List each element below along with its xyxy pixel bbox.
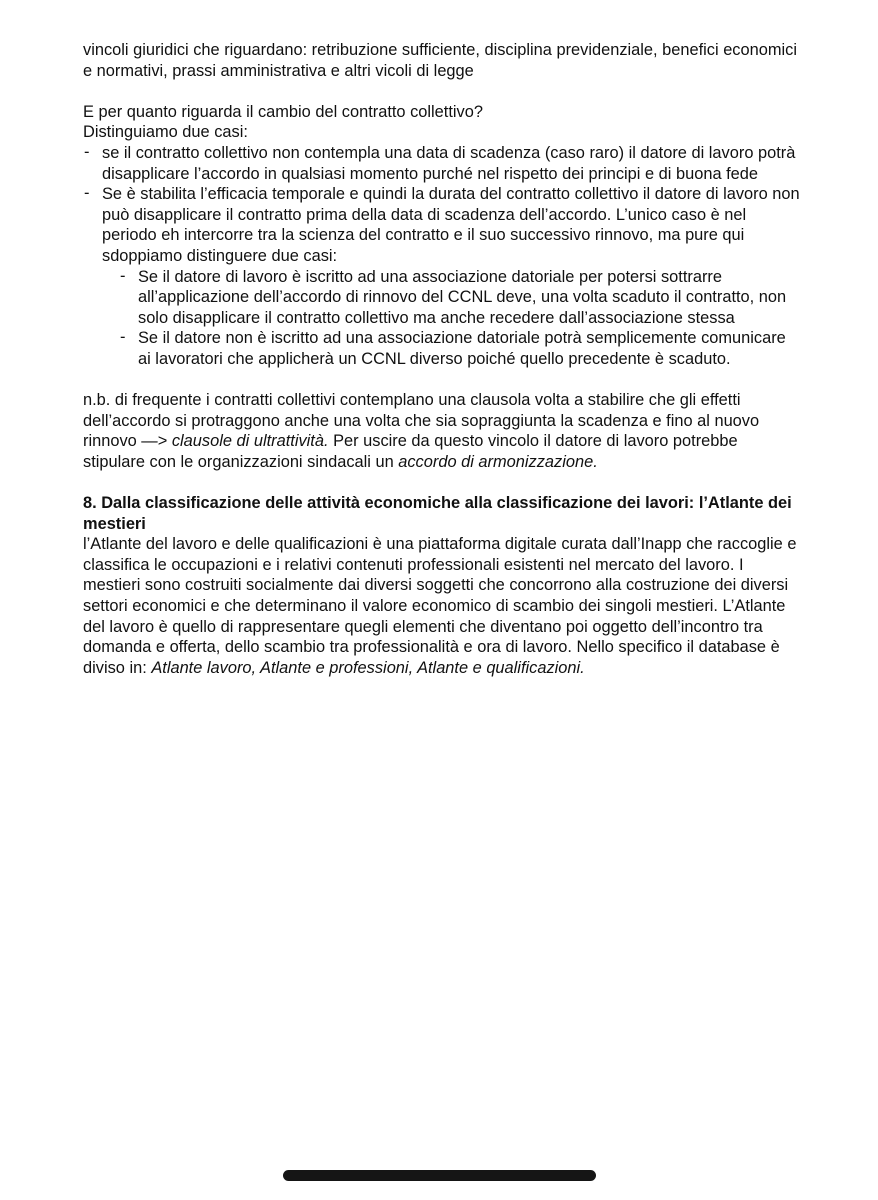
case-1-text: se il contratto collettivo non contempla una data di scadenza (caso raro) il datore di lavoro potrà disapplicare l’accordo in qualsiasi momento purché nel rispetto dei principi e di buona fede bbox=[102, 143, 796, 183]
case-2-text: Se è stabilita l’efficacia temporale e quindi la durata del contratto collettivo il datore di lavoro non può disapplicare il contratto prima della data di scadenza dell’accordo. L’unico caso è nel periodo eh intercorre tra la scienza del contratto e il suo successivo rinnovo, ma pure qui sdoppiamo distinguere due casi: bbox=[102, 185, 800, 265]
section-8-italic-list: Atlante lavoro, Atlante e professioni, Atlante e qualificazioni. bbox=[151, 658, 585, 677]
intro-paragraph: vincoli giuridici che riguardano: retribuzione sufficiente, disciplina previdenziale, benefici economici e normativi, prassi amministrativa e altri vicoli di legge bbox=[83, 41, 797, 80]
subcase-2-text: Se il datore non è iscritto ad una associazione datoriale potrà semplicemente comunicare ai lavoratori che applicherà un CCNL diverso poiché quello precedente è scaduto. bbox=[138, 329, 786, 368]
list-item-subcase-1 bbox=[119, 267, 803, 329]
note-italic-armonizzazione: accordo di armonizzazione. bbox=[398, 452, 598, 471]
document-page bbox=[83, 40, 803, 678]
section-8-heading: 8. Dalla classificazione delle attività economiche alla classificazione dei lavori: l’Atlante dei mestieri bbox=[83, 494, 792, 533]
cambio-lead: Distinguiamo due casi: bbox=[83, 123, 248, 142]
spacer bbox=[83, 81, 803, 102]
spacer bbox=[83, 370, 803, 391]
section-8-body bbox=[83, 534, 803, 678]
note-paragraph bbox=[83, 390, 803, 472]
cases-list bbox=[83, 143, 803, 370]
section-8-text: l’Atlante del lavoro e delle qualificazioni è una piattaforma digitale curata dall’Inapp che raccoglie e classifica le occupazioni e i relativi contenuti professionali esistenti nel mercato del lavoro. I mestieri sono costruiti socialmente dai diversi soggetti che concorrono alla costruzione dei diversi settori economici e che determinano il valore economico di scambio dei singoli mestieri. L’Atlante del lavoro è quello di rappresentare quegli elementi che diventano poi oggetto dell’incontro tra domanda e offerta, dello scambio tra professionalità e ora di lavoro. Nello specifico il database è diviso in: bbox=[83, 535, 797, 677]
subcases-list bbox=[119, 267, 803, 370]
list-item-case-2 bbox=[83, 184, 803, 369]
home-indicator-bar[interactable] bbox=[283, 1170, 596, 1181]
list-item-subcase-2 bbox=[119, 328, 803, 369]
note-text-2: Per uscire da questo vincolo il datore di lavoro potrebbe stipulare con le organizzazioni sindacali un bbox=[83, 432, 738, 471]
list-item-case-1 bbox=[83, 143, 803, 184]
spacer bbox=[83, 472, 803, 493]
cambio-question: E per quanto riguarda il cambio del contratto collettivo? bbox=[83, 102, 483, 121]
note-text-1: n.b. di frequente i contratti collettivi contemplano una clausola volta a stabilire che gli effetti dell’accordo si protraggono anche una volta che sia sopraggiunta la scadenza e fino al nuovo rinnovo —> bbox=[83, 391, 760, 451]
note-italic-ultrattivita: clausole di ultrattività. bbox=[171, 432, 329, 451]
subcase-1-text: Se il datore di lavoro è iscritto ad una associazione datoriale per potersi sottrarre all’applicazione dell’accordo di rinnovo del CCNL deve, una volta scaduto il contratto, non solo disapplicare il contratto collettivo ma anche recedere dall’associazione stessa bbox=[138, 267, 787, 327]
